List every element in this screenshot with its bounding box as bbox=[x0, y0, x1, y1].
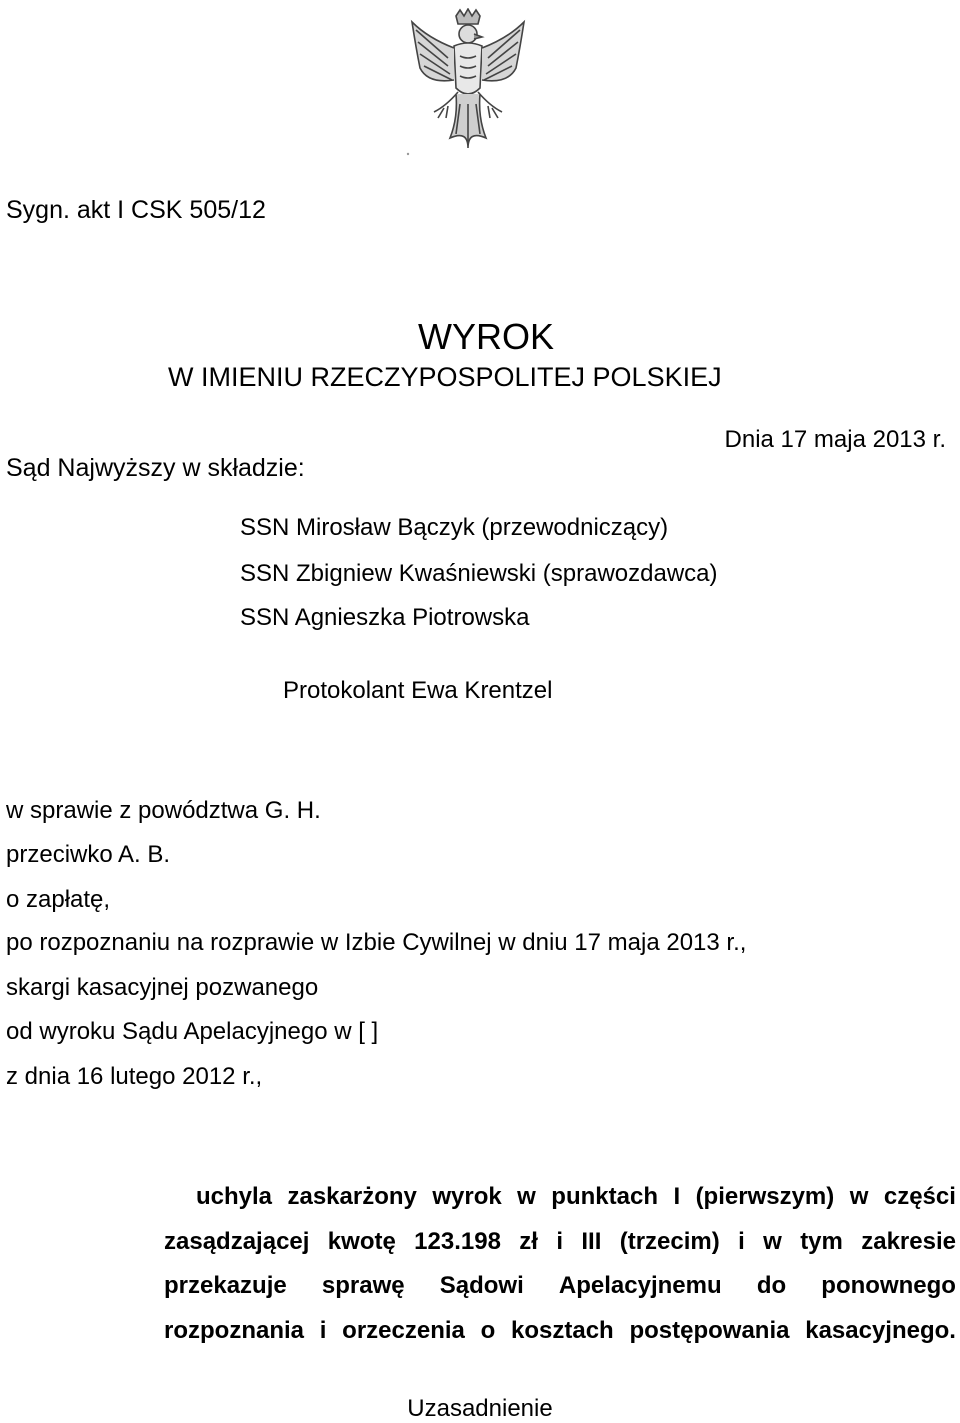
polish-eagle-emblem-icon bbox=[398, 8, 538, 158]
verdict-word: zasądzającej bbox=[164, 1227, 310, 1255]
court-reporter: Protokolant Ewa Krentzel bbox=[283, 677, 553, 704]
document-title: WYROK bbox=[417, 316, 554, 357]
case-defendant: przeciwko A. B. bbox=[6, 841, 171, 868]
verdict-word: i bbox=[319, 1316, 327, 1344]
verdict-line bbox=[164, 1309, 956, 1354]
verdict-line bbox=[164, 1175, 956, 1220]
verdict-word: orzeczenia bbox=[342, 1316, 465, 1344]
verdict-word: III bbox=[581, 1227, 602, 1255]
verdict-word: kosztach bbox=[511, 1316, 614, 1344]
case-signature: Sygn. akt I CSK 505/12 bbox=[6, 196, 266, 224]
document-subtitle: W IMIENIU RZECZYPOSPOLITEJ POLSKIEJ bbox=[168, 362, 722, 392]
verdict-line bbox=[164, 1220, 956, 1265]
verdict-word: w bbox=[763, 1227, 782, 1255]
verdict-word: ponownego bbox=[821, 1272, 956, 1299]
case-lower-court: od wyroku Sądu Apelacyjnego w [ ] bbox=[6, 1018, 379, 1045]
reasons-heading: Uzasadnienie bbox=[407, 1395, 553, 1422]
verdict-word: Apelacyjnemu bbox=[558, 1272, 722, 1299]
case-plaintiff: w sprawie z powództwa G. H. bbox=[6, 797, 321, 824]
verdict-word: zł bbox=[519, 1227, 538, 1255]
court-composition-label: Sąd Najwyższy w składzie: bbox=[6, 454, 305, 482]
verdict-line bbox=[164, 1264, 956, 1309]
verdict-word: kasacyjnego. bbox=[805, 1316, 956, 1344]
verdict-word: punktach bbox=[551, 1183, 658, 1210]
verdict-word: wyrok bbox=[432, 1183, 502, 1210]
verdict-word: przekazuje bbox=[164, 1272, 287, 1299]
verdict-word: uchyla bbox=[196, 1183, 273, 1210]
case-subject: o zapłatę, bbox=[6, 886, 111, 913]
verdict-word: I bbox=[673, 1183, 681, 1210]
verdict-word: części bbox=[883, 1183, 956, 1210]
judge-presiding: SSN Mirosław Bączyk (przewodniczący) bbox=[240, 514, 669, 541]
verdict-word: rozpoznania bbox=[164, 1316, 305, 1344]
verdict-word: i bbox=[738, 1227, 745, 1255]
verdict-word: w bbox=[517, 1183, 536, 1210]
verdict-word: i bbox=[556, 1227, 563, 1255]
verdict-word: 123.198 bbox=[414, 1227, 501, 1255]
verdict-word: (trzecim) bbox=[619, 1227, 720, 1255]
case-hearing: po rozpoznaniu na rozprawie w Izbie Cywilnej w dniu 17 maja 2013 r., bbox=[6, 929, 747, 956]
verdict-word: sprawę bbox=[321, 1272, 405, 1299]
case-lower-court-date: z dnia 16 lutego 2012 r., bbox=[6, 1063, 263, 1090]
verdict-operative-part bbox=[164, 1175, 956, 1353]
judgment-date: Dnia 17 maja 2013 r. bbox=[724, 426, 946, 453]
judge-rapporteur: SSN Zbigniew Kwaśniewski (sprawozdawca) bbox=[240, 560, 718, 587]
verdict-word: kwotę bbox=[327, 1227, 396, 1255]
case-appeal: skargi kasacyjnej pozwanego bbox=[6, 974, 319, 1001]
verdict-word: (pierwszym) bbox=[695, 1183, 835, 1210]
verdict-word: do bbox=[756, 1272, 787, 1299]
verdict-word: zakresie bbox=[861, 1227, 956, 1255]
judge-member: SSN Agnieszka Piotrowska bbox=[240, 604, 530, 631]
verdict-word: o bbox=[480, 1316, 496, 1344]
verdict-word: tym bbox=[800, 1227, 843, 1255]
verdict-word: zaskarżony bbox=[287, 1183, 417, 1210]
verdict-word: postępowania bbox=[629, 1316, 790, 1344]
verdict-word: Sądowi bbox=[439, 1272, 524, 1299]
verdict-word: w bbox=[849, 1183, 869, 1210]
